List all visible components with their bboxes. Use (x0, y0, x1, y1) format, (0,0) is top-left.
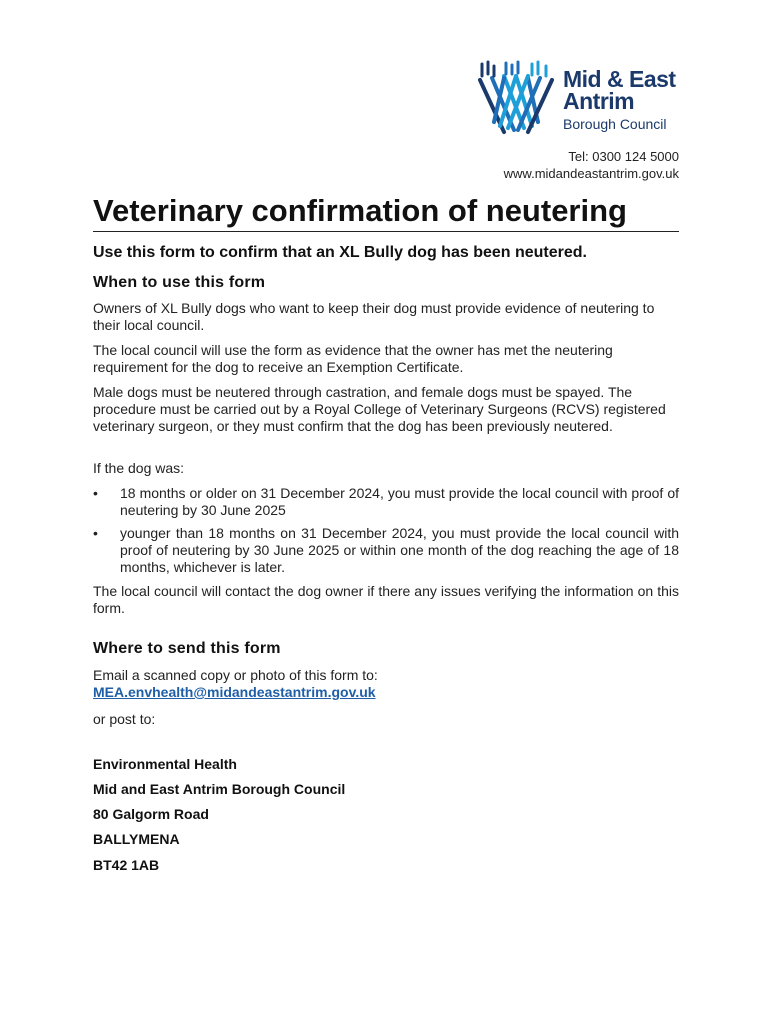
address-line-5: BT42 1AB (93, 857, 160, 873)
when-heading: When to use this form (93, 274, 266, 291)
email-line (93, 684, 679, 701)
bullet-icon: • (93, 525, 98, 541)
page-title: Veterinary confirmation of neutering (93, 191, 679, 232)
when-paragraph-2: The local council will use the form as evidence that the owner has met the neutering requirement for the dog to receive an Exemption Certificate. (93, 342, 613, 375)
list-item (93, 485, 679, 519)
where-heading: Where to send this form (93, 640, 281, 657)
bullet-text-1: 18 months or older on 31 December 2024, you must provide the local council with proof of neutering by 30 June 2025 (120, 485, 679, 518)
post-intro: or post to: (93, 711, 156, 727)
council-logo (474, 60, 684, 140)
address-line-4: BALLYMENA (93, 831, 180, 847)
email-link[interactable]: MEA.envhealth@midandeastantrim.gov.uk (93, 684, 376, 700)
page-subtitle: Use this form to confirm that an XL Bully dog has been neutered. (93, 244, 587, 261)
when-paragraph-4: If the dog was: (93, 460, 185, 476)
logo-line-1: Mid & East (563, 66, 676, 92)
address-line-3: 80 Galgorm Road (93, 806, 209, 822)
council-emblem-icon (474, 60, 558, 140)
contact-tel: Tel: 0300 124 5000 (568, 149, 679, 164)
contact-block (504, 148, 679, 182)
email-intro: Email a scanned copy or photo of this form to: (93, 667, 378, 683)
bullet-icon: • (93, 485, 98, 501)
address-line-2: Mid and East Antrim Borough Council (93, 781, 346, 797)
when-paragraph-5: The local council will contact the dog owner if there any issues verifying the information on this form. (93, 583, 679, 616)
when-paragraph-1: Owners of XL Bully dogs who want to keep their dog must provide evidence of neutering to their local council. (93, 300, 655, 333)
list-item (93, 525, 679, 576)
logo-line-3: Borough Council (563, 116, 667, 132)
bullet-text-2: younger than 18 months on 31 December 2024, you must provide the local council with proof of neutering by 30 June 2025 or within one month of the dog reaching the age of 18 months, whichever is later. (120, 525, 679, 575)
address-line-1: Environmental Health (93, 756, 237, 772)
contact-web: www.midandeastantrim.gov.uk (503, 166, 679, 181)
when-paragraph-3: Male dogs must be neutered through castration, and female dogs must be spayed. The procedure must be carried out by a Royal College of Veterinary Surgeons (RCVS) registered veterinary surgeon, or they must confirm that the dog has been previously neutered. (93, 384, 666, 434)
logo-line-2: Antrim (563, 88, 635, 114)
